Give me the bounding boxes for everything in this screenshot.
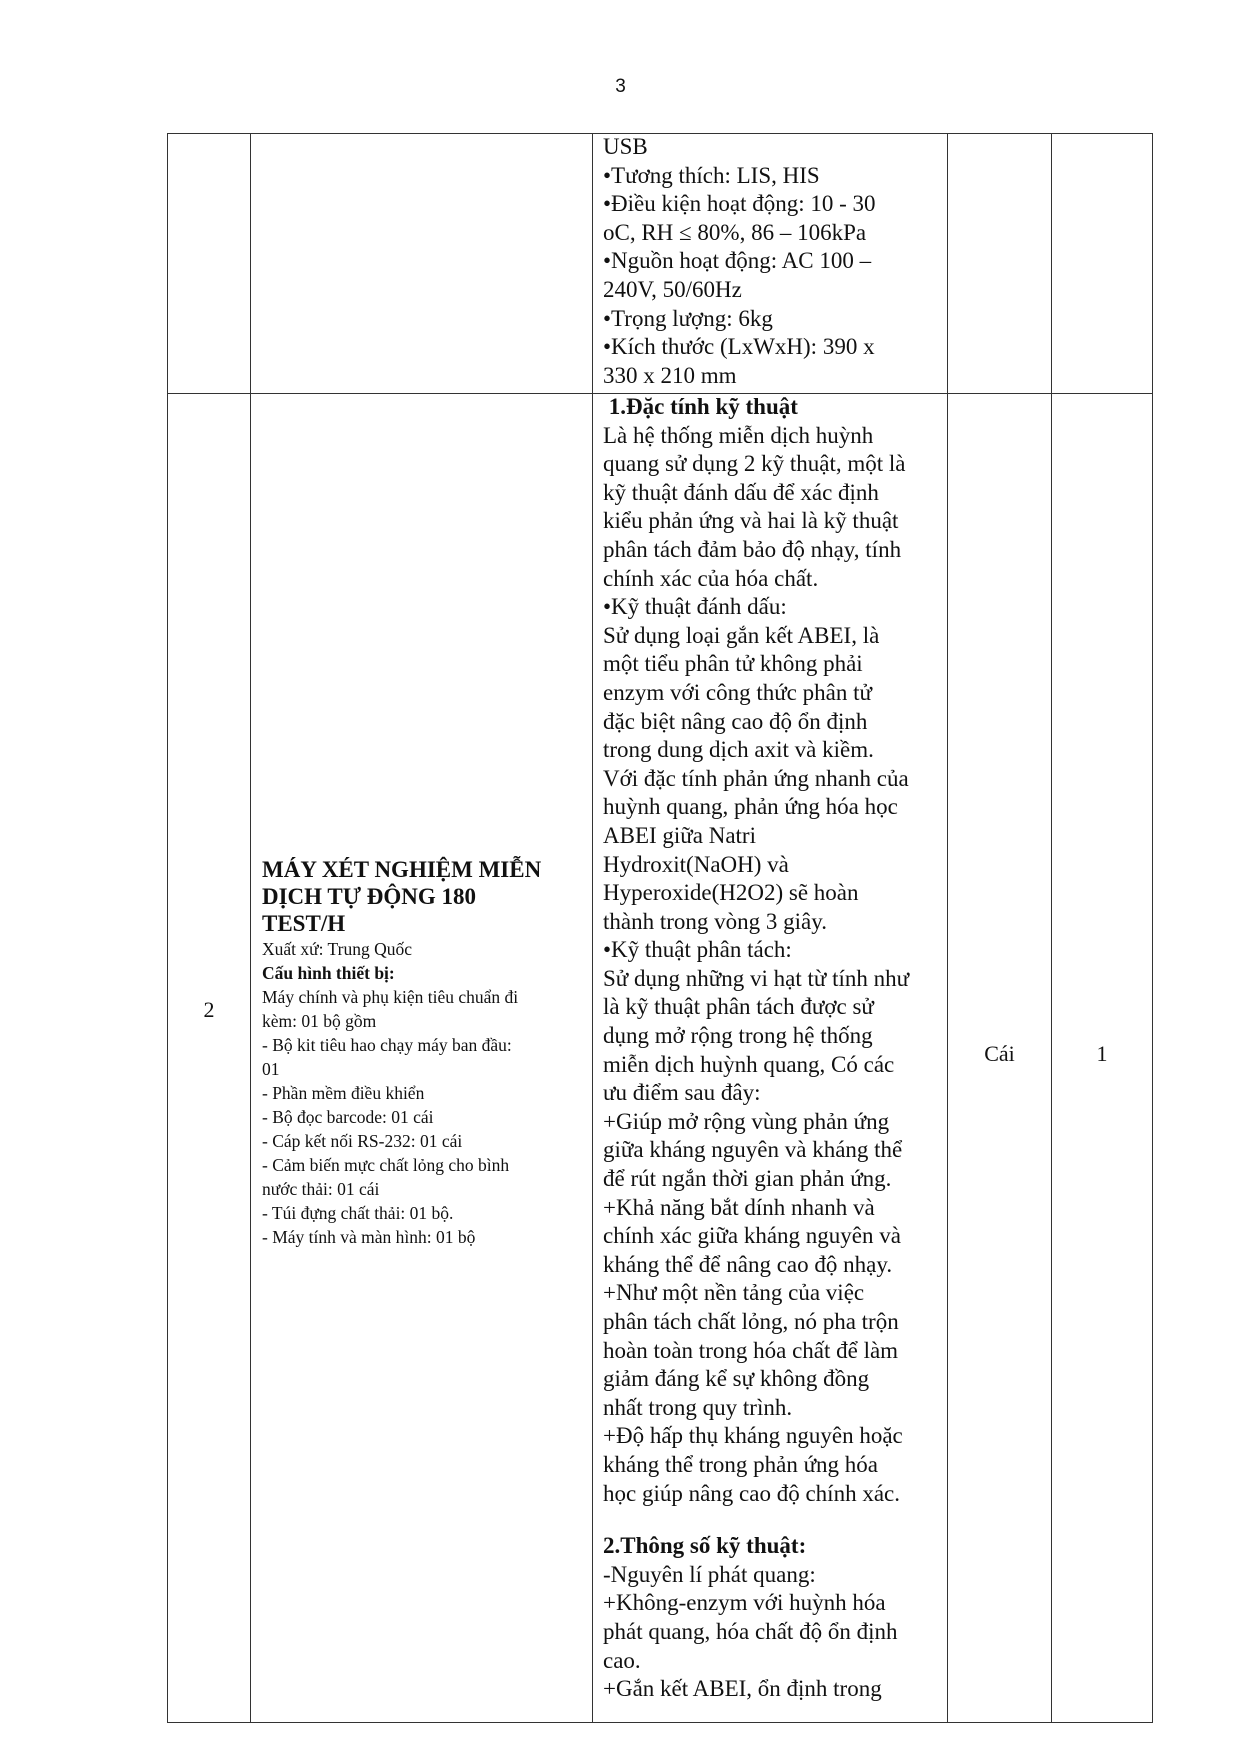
spec-heading-1: 1.Đặc tính kỹ thuật (603, 394, 798, 419)
row2-name-cell (262, 856, 541, 1249)
product-origin: Xuất xứ: Trung Quốc (262, 939, 412, 959)
page-number: 3 (615, 76, 626, 97)
row2-spec-cell (603, 393, 909, 1704)
spec-line: •Trọng lượng: 6kg (603, 305, 773, 331)
spec-line: Hydroxit(NaOH) và (603, 851, 789, 877)
spec-line: nhất trong quy trình. (603, 1394, 793, 1420)
config-line: - Máy tính và màn hình: 01 bộ (262, 1227, 476, 1247)
row2-stt: 2 (203, 997, 215, 1022)
spec-line: +Như một nền tảng của việc (603, 1280, 865, 1306)
config-line: - Phần mềm điều khiển (262, 1083, 425, 1103)
spec-line: huỳnh quang, phản ứng hóa học (603, 794, 898, 820)
spec-line: enzym với công thức phân tử (603, 679, 872, 705)
spec-line: ABEI giữa Natri (603, 822, 756, 848)
spec-line: +Giúp mở rộng vùng phản ứng (603, 1108, 890, 1134)
config-heading: Cấu hình thiết bị: (262, 963, 395, 983)
spec-line: kháng thể trong phản ứng hóa (603, 1451, 878, 1477)
spec-line: miễn dịch huỳnh quang, Có các (603, 1051, 895, 1077)
spec-line: chính xác của hóa chất. (603, 565, 819, 591)
spec-line: phân tách chất lỏng, nó pha trộn (603, 1309, 899, 1334)
spec-line: thành trong vòng 3 giây. (603, 908, 828, 934)
spec-line: •Kỹ thuật phân tách: (603, 937, 792, 963)
spec-line: +Không-enzym với huỳnh hóa (603, 1590, 886, 1616)
col-border (592, 133, 593, 1723)
spec-line: •Kích thước (LxWxH): 390 x (603, 334, 875, 360)
spec-line: -Nguyên lí phát quang: (603, 1561, 816, 1587)
spec-line: 330 x 210 mm (603, 362, 737, 388)
spec-line: kháng thể để nâng cao độ nhạy. (603, 1251, 893, 1277)
spec-line: ưu điểm sau đây: (603, 1080, 761, 1106)
config-line: Máy chính và phụ kiện tiêu chuẩn đi (262, 987, 519, 1007)
spec-line: quang sử dụng 2 kỹ thuật, một là (603, 451, 906, 477)
spec-line: Hyperoxide(H2O2) sẽ hoàn (603, 880, 859, 906)
spec-line: •Điều kiện hoạt động: 10 - 30 (603, 191, 876, 217)
spec-line: dụng mở rộng trong hệ thống (603, 1023, 873, 1049)
spec-line: +Gắn kết ABEI, ổn định trong (603, 1676, 882, 1702)
spec-line: Với đặc tính phản ứng nhanh của (603, 765, 909, 791)
spec-line: giữa kháng nguyên và kháng thể (603, 1137, 903, 1163)
spec-line: phát quang, hóa chất độ ổn định (603, 1618, 898, 1644)
config-line: - Bộ đọc barcode: 01 cái (262, 1107, 434, 1127)
col-border (250, 133, 251, 1723)
product-title: MÁY XÉT NGHIỆM MIỄN DỊCH TỰ ĐỘNG 180 TEST/H (262, 857, 542, 936)
spec-line: đặc biệt nâng cao độ ổn định (603, 708, 868, 734)
row2-quantity: 1 (1096, 1041, 1108, 1066)
spec-line: phân tách đảm bảo độ nhạy, tính (603, 536, 902, 562)
col-border (1051, 133, 1052, 1723)
spec-line: cao. (603, 1647, 641, 1673)
spec-line: USB (603, 134, 648, 159)
col-border (947, 133, 948, 1723)
spec-heading-2: 2.Thông số kỹ thuật: (603, 1533, 807, 1559)
spec-line: Sử dụng những vi hạt từ tính như (603, 965, 910, 991)
row2-unit: Cái (984, 1041, 1015, 1066)
config-line: - Bộ kit tiêu hao chạy máy ban đầu: (262, 1035, 512, 1055)
spec-line: hoàn toàn trong hóa chất để làm (603, 1337, 899, 1363)
config-line: - Cảm biến mực chất lỏng cho bình (262, 1155, 510, 1175)
spec-line: Sử dụng loại gắn kết ABEI, là (603, 622, 880, 648)
spec-line: Là hệ thống miễn dịch huỳnh (603, 422, 874, 448)
spec-line: để rút ngắn thời gian phản ứng. (603, 1166, 892, 1192)
config-line: kèm: 01 bộ gồm (262, 1011, 377, 1031)
spacer (603, 1508, 909, 1532)
spec-line: 240V, 50/60Hz (603, 276, 742, 302)
spec-line: •Tương thích: LIS, HIS (603, 162, 820, 188)
spec-line: +Khả năng bắt dính nhanh và (603, 1194, 875, 1220)
spec-line: học giúp nâng cao độ chính xác. (603, 1480, 900, 1506)
spec-line: •Nguồn hoạt động: AC 100 – (603, 248, 872, 274)
product-config (262, 937, 541, 1249)
spec-line: +Độ hấp thụ kháng nguyên hoặc (603, 1423, 903, 1449)
table-bottom-border (167, 1722, 1153, 1723)
col-border (167, 133, 168, 1723)
spec-line: kiểu phản ứng và hai là kỹ thuật (603, 508, 899, 534)
spec-line: chính xác giữa kháng nguyên và (603, 1223, 901, 1249)
spec-line: một tiểu phân tử không phải (603, 651, 863, 677)
config-line: - Túi đựng chất thải: 01 bộ. (262, 1203, 454, 1223)
config-line: nước thải: 01 cái (262, 1179, 380, 1199)
spec-line: oC, RH ≤ 80%, 86 – 106kPa (603, 219, 867, 245)
row1-spec-cell (603, 133, 876, 390)
config-line: 01 (262, 1059, 280, 1079)
spec-line: kỹ thuật đánh dấu để xác định (603, 479, 879, 505)
col-border (1152, 133, 1153, 1723)
spec-line: là kỹ thuật phân tách được sử (603, 994, 874, 1020)
config-line: - Cáp kết nối RS-232: 01 cái (262, 1131, 463, 1151)
spec-line: trong dung dịch axit và kiềm. (603, 737, 874, 763)
spec-line: giảm đáng kể sự không đồng (603, 1366, 870, 1392)
spec-line: •Kỹ thuật đánh dấu: (603, 594, 787, 620)
